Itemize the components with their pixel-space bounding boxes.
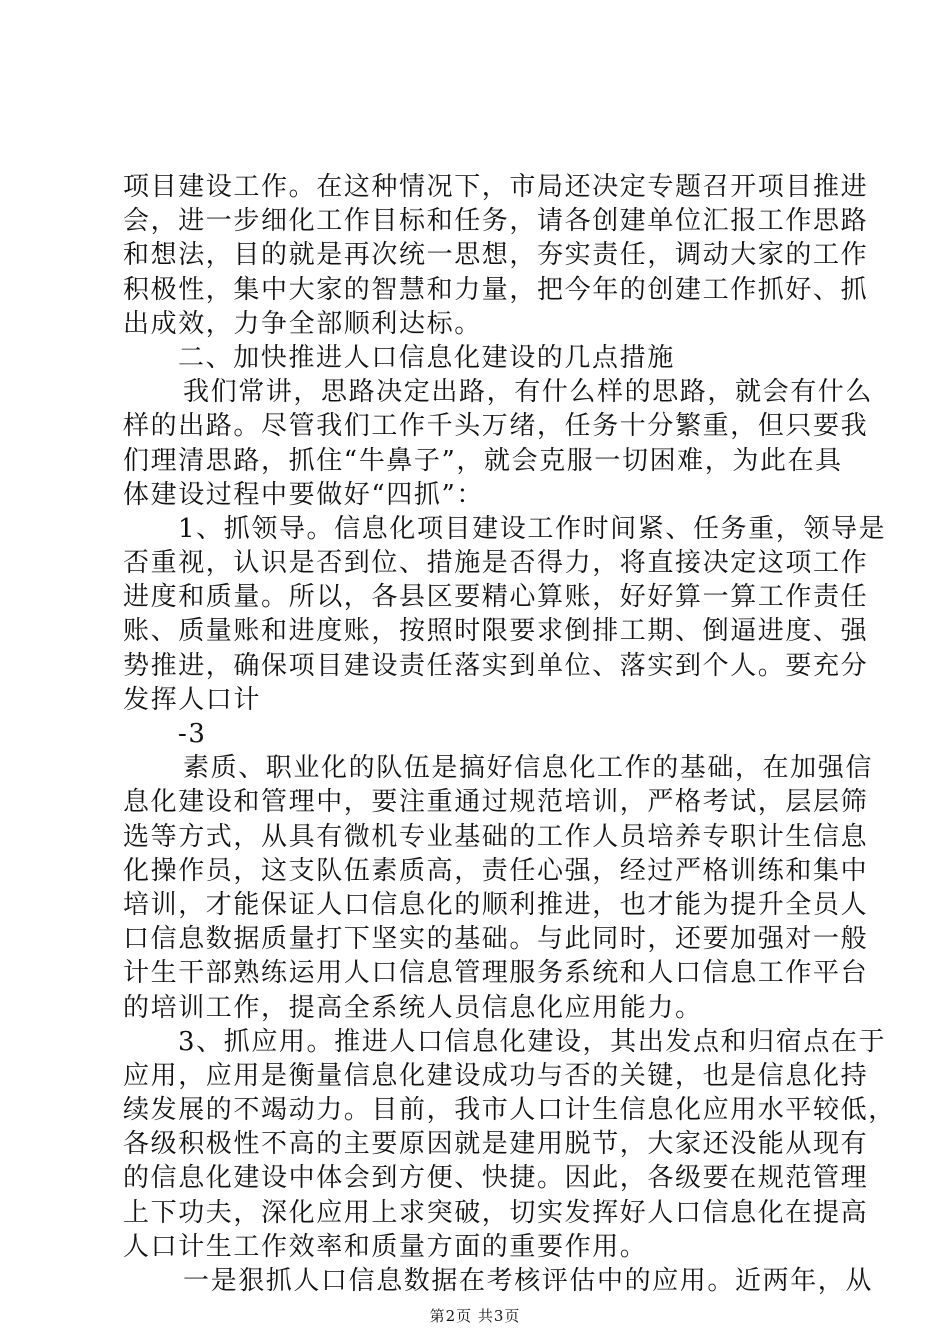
paragraph-line: 一是狠抓人口信息数据在考核评估中的应用。近两年，从	[183, 1266, 874, 1296]
paragraph-line: 积极性，集中大家的智慧和力量，把今年的创建工作抓好、抓	[123, 274, 869, 305]
paragraph-line: 计生干部熟练运用人口信息管理服务系统和人口信息工作平台	[123, 958, 869, 989]
paragraph-line: 势推进，确保项目建设责任落实到单位、落实到个人。要充分	[123, 650, 869, 681]
paragraph-line: 选等方式，从具有微机专业基础的工作人员培养专职计生信息	[123, 821, 869, 852]
document-body	[123, 170, 896, 1298]
paragraph-line: 息化建设和管理中，要注重通过规范培训，严格考试，层层筛	[123, 787, 869, 818]
paragraph-line: 体建设过程中要做好“四抓”：	[123, 479, 484, 510]
paragraph-line: 口信息数据质量打下坚实的基础。与此同时，还要加强对一般	[123, 924, 869, 955]
paragraph-line: 应用，应用是衡量信息化建设成功与否的关键，也是信息化持	[123, 1060, 869, 1091]
paragraph-line: 项目建设工作。在这种情况下，市局还决定专题召开项目推进	[123, 172, 869, 202]
page-footer: 第2页 共3页	[429, 1307, 521, 1325]
paragraph-line: 我们常讲，思路决定出路，有什么样的思路，就会有什么	[183, 377, 874, 408]
paragraph-line: 素质、职业化的队伍是搞好信息化工作的基础，在加强信	[183, 753, 874, 784]
paragraph-line: 1、抓领导。信息化项目建设工作时间紧、任务重，领导是	[178, 513, 887, 544]
paragraph-line: 续发展的不竭动力。目前，我市人口计生信息化应用水平较低，	[123, 1095, 896, 1126]
paragraph-line: 和想法，目的就是再次统一思想，夯实责任，调动大家的工作	[123, 240, 869, 271]
paragraph-line: 上下功夫，深化应用上求突破，切实发挥好人口信息化在提高	[123, 1197, 869, 1228]
paragraph-line: 否重视，认识是否到位、措施是否得力，将直接决定这项工作	[123, 548, 869, 579]
paragraph-line: 的培训工作，提高全系统人员信息化应用能力。	[123, 992, 703, 1023]
paragraph-line: 账、质量账和进度账，按照时限要求倒排工期、倒逼进度、强	[123, 616, 869, 647]
section-heading: 二、加快推进人口信息化建设的几点措施	[178, 342, 675, 373]
paragraph-line: 各级积极性不高的主要原因就是建用脱节，大家还没能从现有	[123, 1129, 869, 1160]
paragraph-line: 化操作员，这支队伍素质高，责任心强，经过严格训练和集中	[123, 855, 869, 886]
paragraph-line: 的信息化建设中体会到方便、快捷。因此，各级要在规范管理	[123, 1163, 869, 1194]
paragraph-line: 3、抓应用。推进人口信息化建设，其出发点和归宿点在于	[178, 1026, 887, 1057]
paragraph-line: 发挥人口计	[123, 684, 262, 715]
paragraph-line: 培训，才能保证人口信息化的顺利推进，也才能为提升全员人	[123, 889, 869, 920]
paragraph-line: 进度和质量。所以，各县区要精心算账，好好算一算工作责任	[123, 582, 869, 613]
paragraph-line: 人口计生工作效率和质量方面的重要作用。	[123, 1231, 648, 1262]
paragraph-line: 出成效，力争全部顺利达标。	[123, 308, 482, 339]
paragraph-line: 们理清思路，抓住“牛鼻子”，就会克服一切困难，为此在具	[123, 445, 843, 476]
paragraph-line: 样的出路。尽管我们工作千头万绪，任务十分繁重，但只要我	[123, 411, 869, 442]
paragraph-line: 会，进一步细化工作目标和任务，请各创建单位汇报工作思路	[123, 206, 869, 237]
page-marker: -3	[178, 719, 207, 749]
